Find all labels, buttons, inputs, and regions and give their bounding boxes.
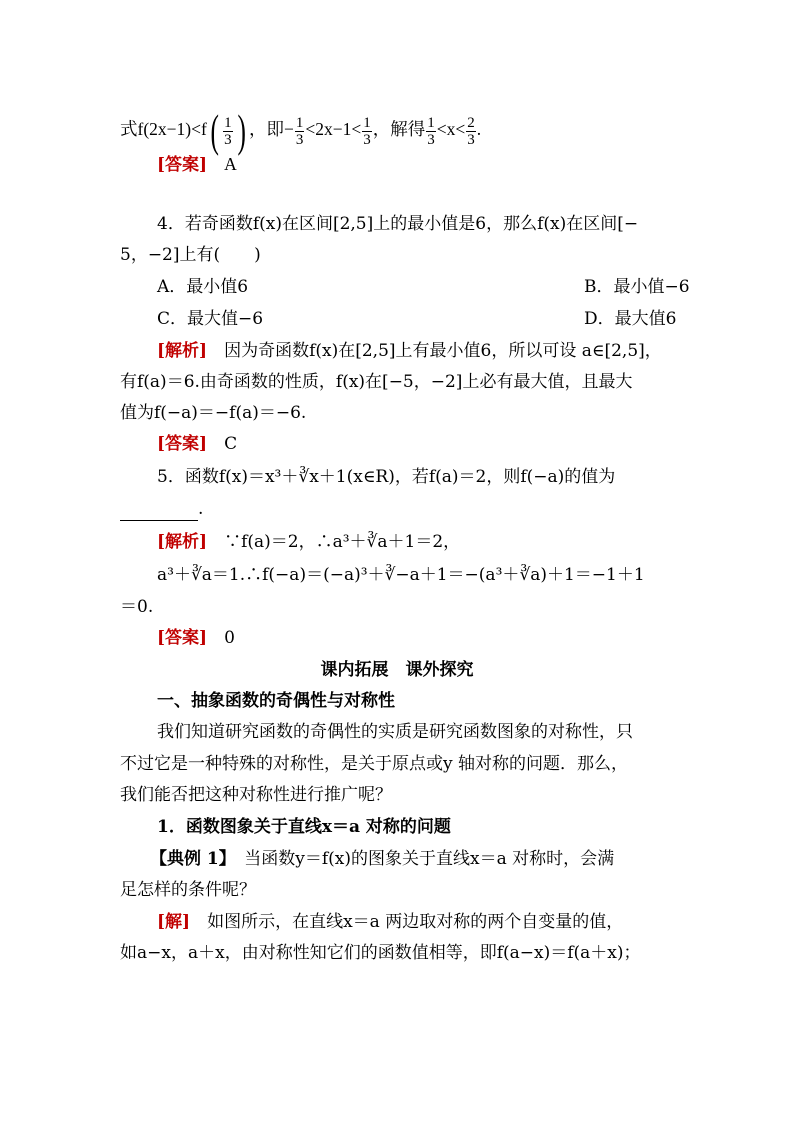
- solution-continuation-line: [120, 105, 680, 156]
- example-line2: 足怎样的条件呢？: [120, 880, 256, 900]
- answer-value: C: [224, 434, 238, 454]
- answer-value: A: [224, 154, 237, 174]
- analysis-text: 因为奇函数f(x)在[2,5]上有最小值6，所以可设 a∈[2,5]，: [207, 341, 662, 361]
- text-segment: .: [476, 119, 482, 140]
- solution-tag: [解]: [157, 912, 191, 932]
- fraction: $\frac{1}{3}$: [295, 114, 304, 148]
- paragraph-line: 我们知道研究函数的奇偶性的实质是研究函数图象的对称性，只: [157, 722, 633, 742]
- q4-stem-line2: 5，−2]上有( ): [120, 245, 261, 265]
- q5-analysis-line2: a³＋∛a＝1.∴f(−a)＝(−a)³＋∛−a＋1＝−(a³＋∛a)＋1＝−1＋1: [157, 565, 645, 585]
- subsection-heading: 一、抽象函数的奇偶性与对称性: [157, 691, 395, 711]
- answer-line: [157, 152, 717, 177]
- q5-analysis-line1: [157, 530, 717, 554]
- text-segment: 式f(2x−1)<f: [120, 119, 207, 140]
- text-segment: ，解得: [372, 119, 426, 140]
- text-segment: <2x−1<: [305, 119, 362, 140]
- q5-stem-line2: .: [120, 497, 680, 521]
- example-tag: 【典例 1】: [150, 849, 228, 869]
- answer-tag: [答案]: [157, 434, 208, 454]
- q4-options-row1: [157, 275, 717, 299]
- close-paren: ): [237, 105, 246, 156]
- analysis-tag: [解析]: [157, 532, 208, 552]
- q4-analysis-line2: 有f(a)＝6.由奇函数的性质，f(x)在[−5，−2]上必有最大值，且最大: [120, 372, 633, 392]
- answer-blank: [120, 504, 198, 521]
- fraction: $\frac{1}{3}$: [363, 114, 371, 148]
- answer-tag: [答案]: [157, 628, 208, 648]
- q5-stem-line1: 5．函数f(x)＝x³＋∛x＋1(x∈R)，若f(a)＝2，则f(−a)的值为: [157, 467, 616, 487]
- answer-value: 0: [224, 628, 235, 648]
- q4-options-row2: [157, 307, 717, 331]
- example-line1: [150, 847, 710, 871]
- analysis-tag: [解析]: [157, 341, 208, 361]
- analysis-text: ∵f(a)＝2，∴a³＋∛a＋1＝2，: [207, 532, 461, 552]
- fraction: $\frac{2}{3}$: [467, 114, 475, 148]
- open-paren: (: [210, 105, 219, 156]
- paragraph-line: 不过它是一种特殊的对称性，是关于原点或y 轴对称的问题．那么，: [120, 754, 629, 774]
- solution-line2: 如a−x，a＋x，由对称性知它们的函数值相等，即f(a−x)＝f(a＋x)；: [120, 943, 641, 963]
- option-d: D．最大值6: [584, 309, 677, 329]
- q5-analysis-line3: ＝0.: [120, 597, 154, 617]
- solution-line1: [157, 910, 717, 934]
- option-b: B．最小值−6: [584, 277, 690, 297]
- paragraph-line: 我们能否把这种对称性进行推广呢？: [120, 785, 392, 805]
- topic-heading: 1．函数图象关于直线x＝a 对称的问题: [157, 817, 451, 837]
- example-text: 当函数y＝f(x)的图象关于直线x＝a 对称时，会满: [227, 849, 615, 869]
- q5-answer-line: [157, 626, 717, 650]
- solution-text: 如图所示，在直线x＝a 两边取对称的两个自变量的值，: [190, 912, 624, 932]
- text-segment: <x<: [436, 119, 466, 140]
- q4-analysis-line1: [157, 339, 717, 363]
- answer-tag: [答案]: [157, 155, 208, 175]
- option-c: C．最大值−6: [157, 309, 264, 329]
- fraction: $\frac{1}{3}$: [427, 114, 435, 148]
- q4-analysis-line3: 值为f(−a)＝−f(a)＝−6.: [120, 403, 307, 423]
- option-a: A．最小值6: [157, 277, 249, 297]
- section-title: 课内拓展 课外探究: [320, 660, 474, 680]
- fraction: $\frac{1}{3}$: [224, 114, 232, 148]
- q4-stem-line1: 4．若奇函数f(x)在区间[2,5]上的最小值是6，那么f(x)在区间[−: [157, 214, 639, 234]
- q4-answer-line: [157, 432, 717, 456]
- text-segment: ，即−: [248, 119, 294, 140]
